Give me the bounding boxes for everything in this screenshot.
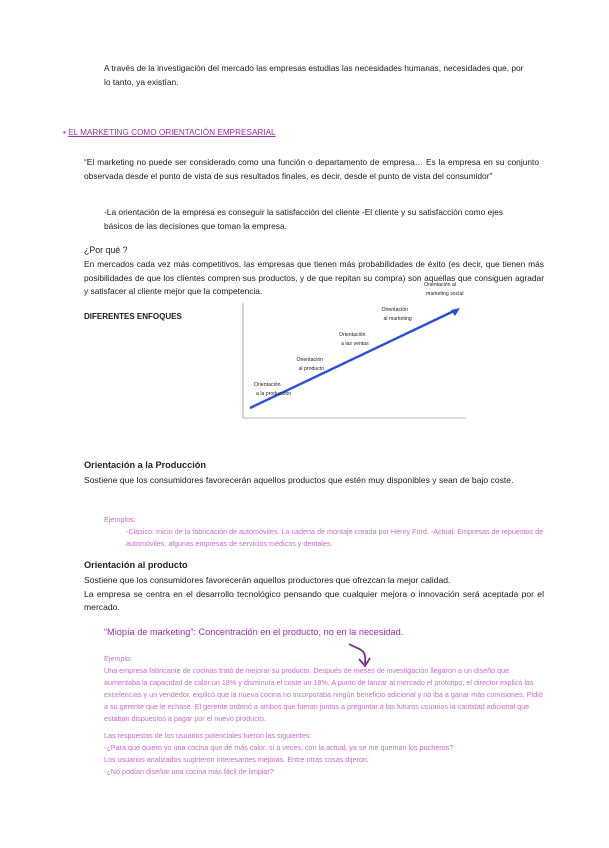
ejemplos-label: Ejemplos: [104,515,136,524]
ejemplos-text: -Clásico: Inicio de la fabricación de automóviles. La cadena de montaje creada por Henry Ford. -Actual: Empresas de repuestos de automóviles, algunas empresas de servicios médicos y dentales. [126,527,544,548]
goal-paragraph: -La orientación de la empresa es conseguir la satisfacción del cliente -El cliente y su satisfacción como ejes básicos de las decisiones que toman la empresa. [104,207,503,231]
chart-point-label: Orientación [296,357,324,363]
enfoques-chart [238,282,468,420]
why-paragraph: En mercados cada vez más competitivos, las empresas que tienen más probabilidades de éxito (es decir, que tienen más posibilidades de que los clientes compren sus productos, y de que repitan su compra) son aquellas que consiguen agradar y satisfacer al cliente mejor que la competencia. [84,259,544,296]
chart-point-label: Orientación [339,332,366,338]
producto-body [84,574,544,615]
respuesta-1: -¿Para qué quiero yo una cocina que dé más calor, si a veces, con la actual, ya se me queman los pucheros? [104,743,454,752]
ejemplos-block [104,514,544,550]
section-title: EL MARKETING COMO ORIENTACIÓN EMPRESARIAL [68,128,276,137]
respuesta-3: -¿No podían diseñar una cocina más fácil de limpiar? [104,767,274,776]
chart-point-label: Orientación [381,307,409,313]
chart-point-label: Orientación al [424,282,457,288]
chart-point-sublabel: a la producción [256,391,292,397]
arrowhead [451,308,460,316]
producto-line2: La empresa se centra en el desarrollo tecnológico pensando que cualquier mejora o innovación será aceptada por el mercado. [84,588,544,612]
produccion-body: Sostiene que los consumidores favorecerán aquellos productos que estén muy disponibles y sean de bajo coste. [84,475,514,485]
section-heading [63,128,276,137]
chart-point-sublabel: marketing social [426,291,464,297]
producto-line1: Sostiene que los consumidores favorecerán aquellos productores que ofrezcan la mejor calidad. [84,575,451,585]
ejemplo-text: Una empresa fabricante de cocinas trató de mejorar su producto. Después de meses de investigación llegaron a un diseño que aumentaba la capacidad de calor un 18% y disminuía el coste un 18%. A punto de lanzar al mercado el prototipo, el director explicó las excelencias y un vendedor, explicó que la nueva cocina no incorporaba ningún beneficio adicional y no iba a ganar más comisiones. Pidió a su gerente que le echase. El gerente ordenó a ambos que fueran juntos a preguntar a los futuros usuarios la cantidad adicional que estaban dispuestos a pagar por el nuevo producto. [104,666,543,723]
intro-paragraph: A través de la investigación del mercado las empresas estudias las necesidades humanas, necesidades que, por lo tanto, ya existían. [104,63,524,87]
bullet: • [63,128,66,137]
ejemplo-block [104,653,544,725]
enfoques-title: DIFERENTES ENFOQUES [84,312,182,321]
marketing-quote: “El marketing no puede ser considerado como una función o departamento de empresa… Es la empresa en su conjunto observada desde el punto de vista de sus resultados finales, es decir, desde el punto de vista del consumidor” [84,157,539,181]
produccion-title: Orientación a la Producción [84,460,207,470]
respuestas-intro: Las respuestas de los usuarios potenciales fueron las siguientes: [104,731,312,740]
respuestas-block [104,730,544,778]
why-title: ¿Por qué ? [84,245,128,255]
chart-point-sublabel: al producto [298,366,325,372]
ejemplo-label: Ejemplo: [104,654,132,663]
producto-title: Orientación al producto [84,560,188,570]
chart-point-sublabel: a las ventas [341,341,369,347]
chart-point-sublabel: al marketing [383,316,412,322]
miopia-heading: “Miopía de marketing”: Concentración en el producto, no en la necesidad. [104,627,404,637]
respuesta-2: Los usuarios analizados sugirieron interesantes mejoras. Entre otras cosas dijeron: [104,755,369,764]
chart-point-label: Orientación [254,382,281,388]
